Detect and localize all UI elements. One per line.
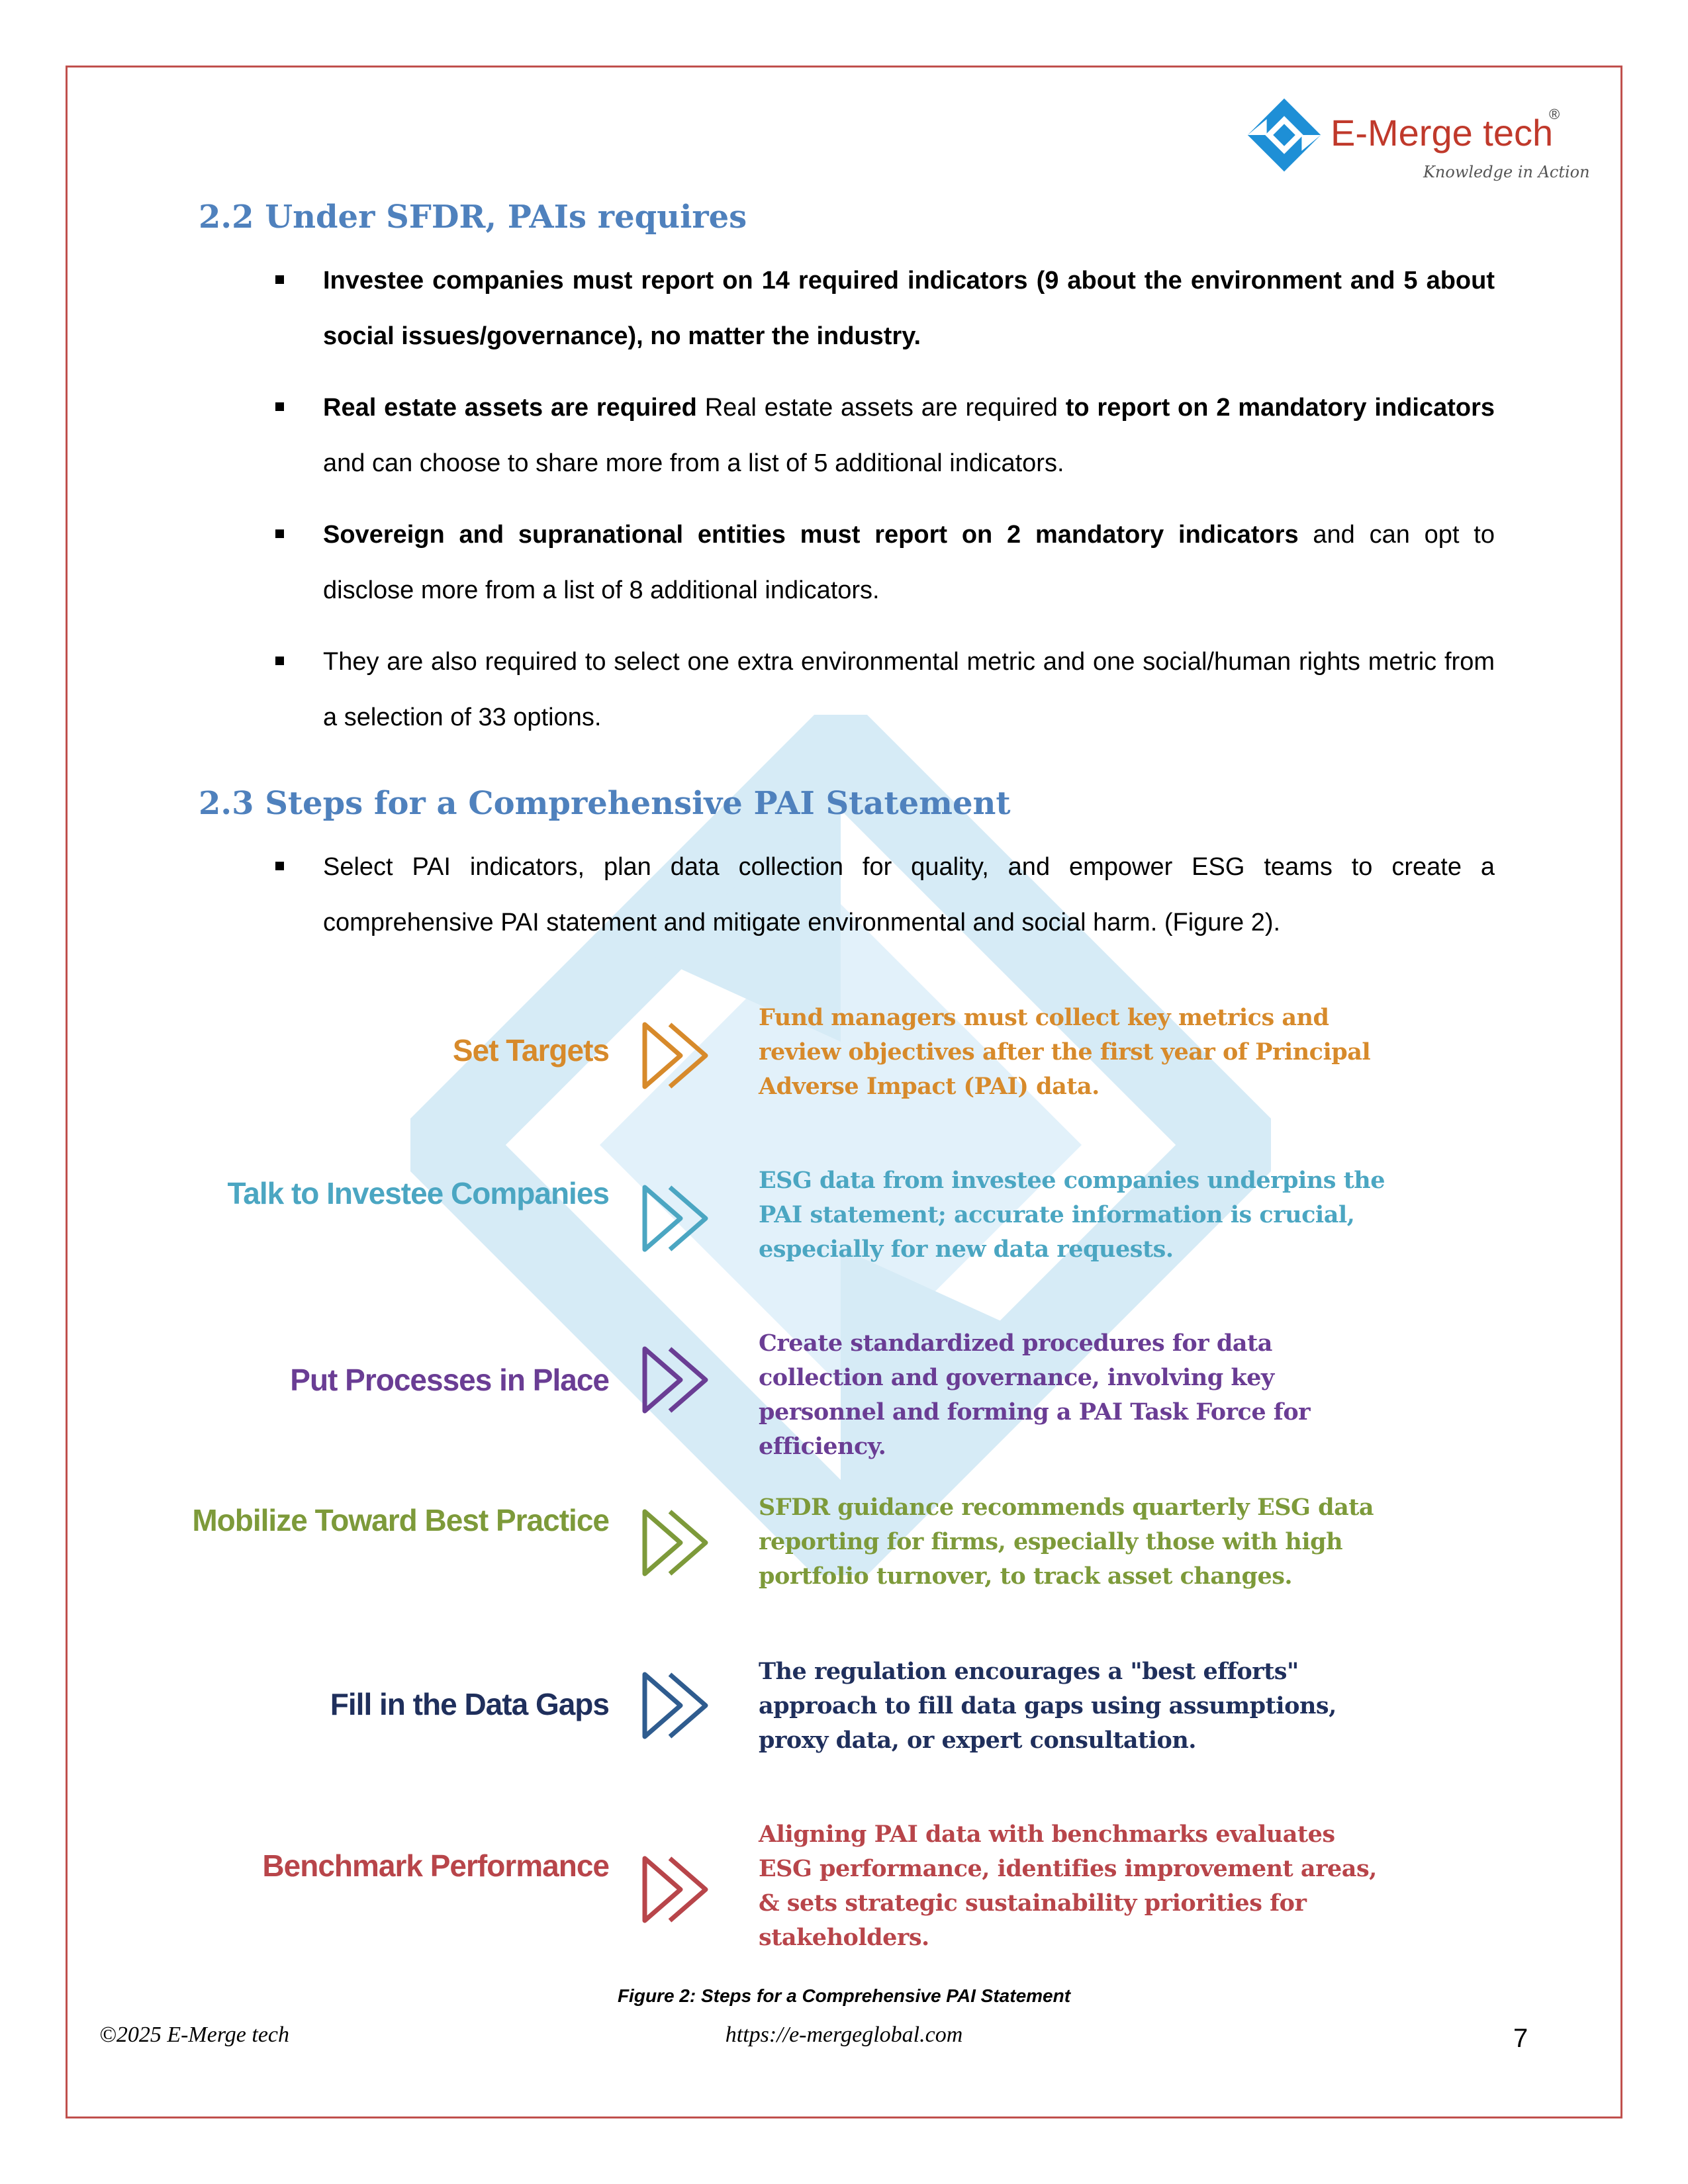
section-heading-2-3: 2.3 Steps for a Comprehensive PAI Statement bbox=[199, 785, 1011, 822]
bullet-text: Select PAI indicators, plan data collection for quality, and empower ESG teams to create a comprehensive PAI statement and mitigate environmental and social harm. (Figure 2). bbox=[323, 853, 1495, 936]
step-title: Set Targets bbox=[452, 1033, 609, 1068]
double-arrow-icon bbox=[641, 1182, 727, 1255]
double-arrow-icon bbox=[641, 1019, 727, 1092]
step-description: Create standardized procedures for data collection and governance, involving key personnel and forming a PAI Task Force for efficiency. bbox=[759, 1330, 1311, 1460]
step-title: Put Processes in Place bbox=[290, 1363, 609, 1397]
bullet-bold-text: Real estate assets are required bbox=[323, 394, 697, 422]
section-2-2-list bbox=[270, 253, 1495, 761]
step-description: SFDR guidance recommends quarterly ESG data reporting for firms, especially those with high portfolio turnover, to track asset changes. bbox=[759, 1494, 1374, 1590]
bullet-bold-text: Sovereign and supranational entities must report on 2 mandatory indicators bbox=[323, 521, 1299, 549]
double-arrow-icon bbox=[641, 1343, 727, 1416]
company-logo bbox=[1244, 93, 1589, 185]
list-item bbox=[270, 507, 1495, 618]
step-description: Fund managers must collect key metrics and review objectives after the first year of Principal Adverse Impact (PAI) data. bbox=[759, 1004, 1371, 1100]
bullet-square-icon bbox=[275, 402, 284, 411]
step-description: The regulation encourages a "best efforts" approach to fill data gaps using assumptions, proxy data, or expert consultation. bbox=[759, 1658, 1336, 1754]
bullet-square-icon bbox=[275, 275, 284, 284]
section-heading-2-2: 2.2 Under SFDR, PAIs requires bbox=[199, 199, 747, 236]
page-number: 7 bbox=[1513, 2024, 1528, 2053]
step-description: ESG data from investee companies underpins the PAI statement; accurate information is crucial, especially for new data requests. bbox=[759, 1167, 1385, 1263]
footer-copyright: ©2025 E-Merge tech bbox=[99, 2023, 290, 2047]
logo-tagline: Knowledge in Action bbox=[1423, 163, 1590, 181]
section-2-3-list bbox=[270, 839, 1495, 966]
step-title: Fill in the Data Gaps bbox=[330, 1687, 609, 1721]
bullet-bold-text: to report on 2 mandatory indicators bbox=[1065, 394, 1495, 422]
logo-mark-icon bbox=[1244, 95, 1324, 175]
figure-caption: Figure 2: Steps for a Comprehensive PAI Statement bbox=[617, 1985, 1071, 2006]
bullet-text: They are also required to select one extra environmental metric and one social/human rights metric from a selection of 33 options. bbox=[323, 648, 1495, 731]
double-arrow-icon bbox=[641, 1669, 727, 1742]
bullet-text: and can opt to disclose more from a list of 8 additional indicators. bbox=[323, 521, 1495, 604]
bullet-square-icon bbox=[275, 657, 284, 665]
list-item bbox=[270, 253, 1495, 364]
bullet-square-icon bbox=[275, 529, 284, 538]
logo-name: E-Merge tech bbox=[1331, 112, 1554, 154]
logo-registered: ® bbox=[1549, 106, 1560, 122]
step-title: Talk to Investee Companies bbox=[227, 1176, 609, 1210]
double-arrow-icon bbox=[641, 1506, 727, 1579]
step-title: Mobilize Toward Best Practice bbox=[192, 1503, 609, 1537]
list-item bbox=[270, 839, 1495, 950]
step-description: Aligning PAI data with benchmarks evaluates ESG performance, identifies improvement areas, & sets strategic sustainability priorities for stakeholders. bbox=[759, 1821, 1377, 1951]
step-title: Benchmark Performance bbox=[262, 1848, 609, 1883]
bullet-text: Real estate assets are required bbox=[696, 394, 1066, 422]
list-item bbox=[270, 634, 1495, 745]
double-arrow-icon bbox=[641, 1853, 727, 1926]
bullet-text: and can choose to share more from a list of 5 additional indicators. bbox=[323, 449, 1064, 477]
bullet-square-icon bbox=[275, 862, 284, 870]
footer-url[interactable]: https://e-mergeglobal.com bbox=[725, 2023, 963, 2047]
bullet-bold-text: Investee companies must report on 14 required indicators (9 about the environment and 5 about social issues/governance), no matter the industry. bbox=[323, 267, 1495, 350]
list-item bbox=[270, 380, 1495, 491]
